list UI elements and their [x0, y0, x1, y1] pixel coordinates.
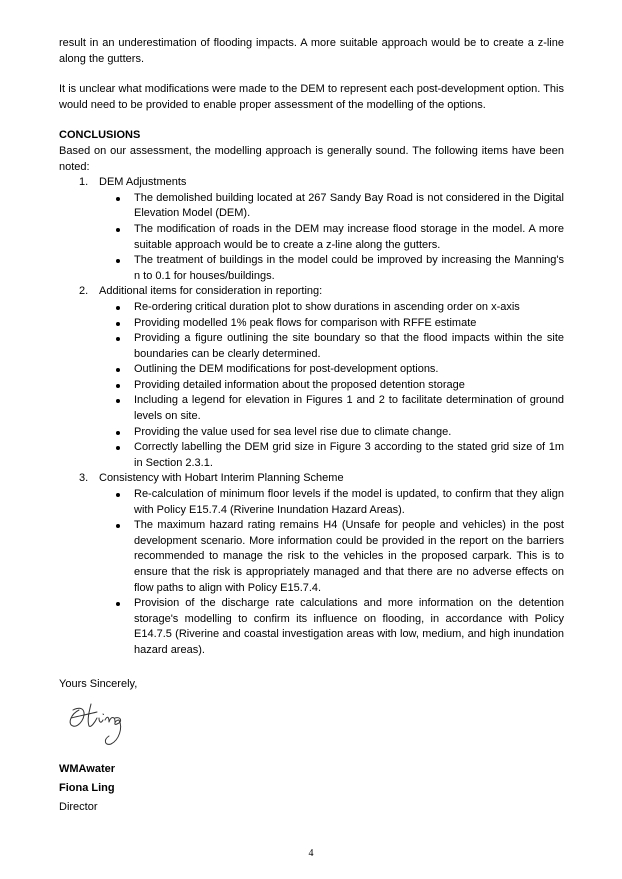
bullet-item: Provision of the discharge rate calculations and more information on the detention storage's modelling to confirm its influence on flooding, in accordance with Policy E14.7.5 (Riverine and coastal investigation areas with low, medium, and high inundation hazard areas). [79, 596, 564, 658]
conclusions-lead: Based on our assessment, the modelling approach is generally sound. The following items have been noted: [59, 144, 564, 173]
bullet-list [79, 191, 564, 285]
bullet-item: Correctly labelling the DEM grid size in Figure 3 according to the stated grid size of 1m in Section 2.3.1. [79, 440, 564, 471]
closing: Yours Sincerely, [59, 677, 138, 690]
intro-paragraph-2: It is unclear what modifications were made to the DEM to represent each post-development option. This would need to be provided to enable proper assessment of the modelling of the options. [59, 83, 564, 111]
conclusion-item [59, 284, 564, 471]
item-number: 1. [79, 176, 89, 189]
bullet-list [79, 487, 564, 659]
bullet-item: The demolished building located at 267 Sandy Bay Road is not considered in the Digital Elevation Model (DEM). [79, 191, 564, 222]
conclusions-list [59, 175, 564, 658]
signature-block [59, 760, 564, 817]
bullet-item: The treatment of buildings in the model could be improved by increasing the Manning's n to 0.1 for houses/buildings. [79, 253, 564, 284]
bullet-list [79, 300, 564, 472]
bullet-item: Outlining the DEM modifications for post-development options. [79, 362, 564, 378]
bullet-item: Re-calculation of minimum floor levels if the model is updated, to confirm that they align with Policy E15.7.4 (Riverine Inundation Hazard Areas). [79, 487, 564, 518]
bullet-item: The maximum hazard rating remains H4 (Unsafe for people and vehicles) in the post development scenario. More information could be provided in the report on the barriers recommended to manage the risk to the vehicles in the proposed carpark. This is to ensure that the risk is appropriately managed and that there are no adverse effects on flow paths to align with Policy E15.7.4. [79, 518, 564, 596]
bullet-item: Providing detailed information about the proposed detention storage [79, 378, 564, 394]
bullet-item: Providing the value used for sea level rise due to climate change. [79, 425, 564, 441]
bullet-item: The modification of roads in the DEM may increase flood storage in the model. A more suitable approach would be to create a z-line along the gutters. [79, 222, 564, 253]
item-title: DEM Adjustments [99, 176, 187, 189]
page-number: 4 [308, 848, 314, 859]
document-page [59, 36, 564, 817]
company-name: WMAwater [59, 763, 116, 776]
item-number: 3. [79, 472, 89, 485]
bullet-item: Providing a figure outlining the site boundary so that the flood impacts within the site boundaries can be clearly determined. [79, 331, 564, 362]
conclusion-item [59, 175, 564, 284]
bullet-item: Providing modelled 1% peak flows for comparison with RFFE estimate [79, 316, 564, 332]
handwritten-signature-icon [65, 702, 129, 748]
bullet-item: Re-ordering critical duration plot to show durations in ascending order on x-axis [79, 300, 564, 316]
item-title: Consistency with Hobart Interim Planning Scheme [99, 472, 344, 485]
signatory-name: Fiona Ling [59, 782, 115, 795]
item-number: 2. [79, 285, 89, 298]
intro-paragraph-1: result in an underestimation of flooding impacts. A more suitable approach would be to create a z-line along the gutters. [59, 37, 564, 65]
conclusions-heading: CONCLUSIONS [59, 129, 141, 142]
item-title: Additional items for consideration in reporting: [99, 285, 323, 298]
signatory-title: Director [59, 801, 98, 814]
conclusion-item [59, 471, 564, 658]
bullet-item: Including a legend for elevation in Figures 1 and 2 to facilitate determination of ground levels on site. [79, 393, 564, 424]
